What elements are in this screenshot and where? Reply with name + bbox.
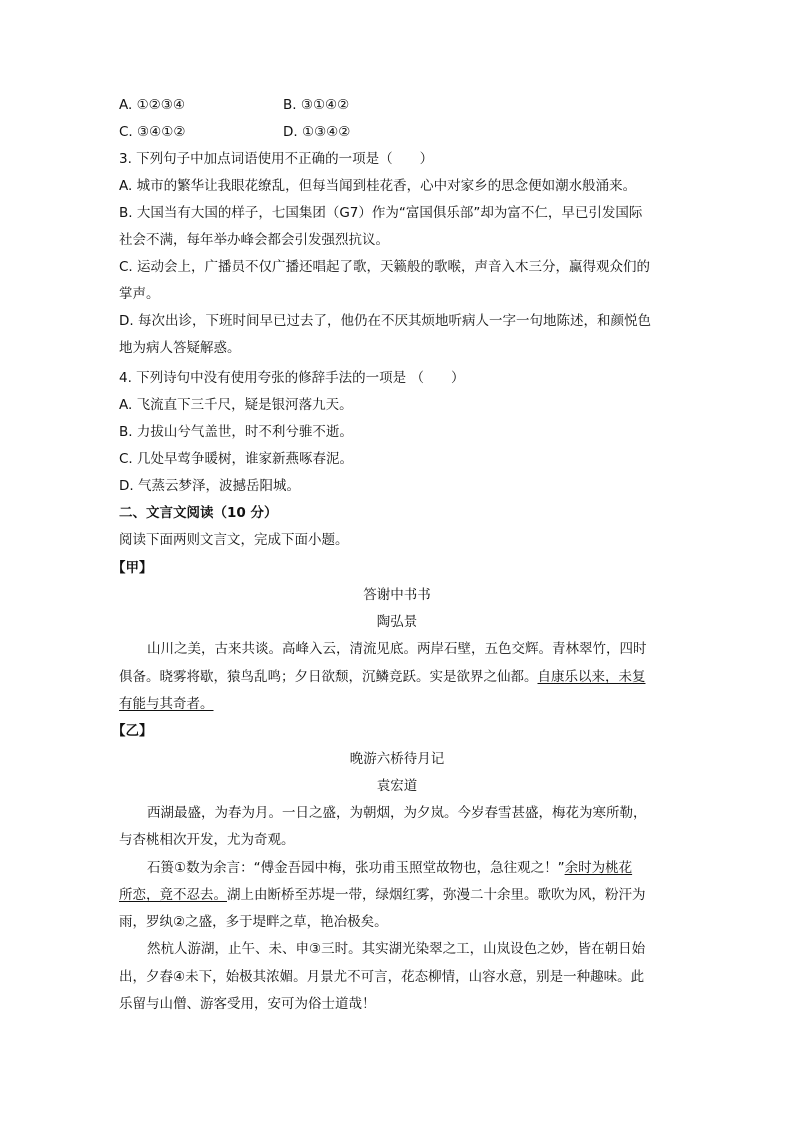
passage-yi-line2: 与杏桃相次开发，尤为奇观。 xyxy=(119,832,295,848)
passage-jia-line2 xyxy=(119,668,646,686)
q2-option-c: C. ③④①② xyxy=(119,124,186,140)
passage-yi-line7: 出，夕舂④未下，始极其浓媚。月景尤不可言，花态柳情，山容水意，别是一种趣味。此 xyxy=(119,969,645,985)
passage-jia-line3 xyxy=(119,695,214,713)
q3-option-c-line2: 掌声。 xyxy=(119,286,160,302)
q3-option-a: A. 城市的繁华让我眼花缭乱，但每当闻到桂花香，心中对家乡的思念便如潮水般涌来。 xyxy=(119,178,637,194)
passage-yi-line8: 乐留与山僧、游客受用，安可为俗士道哉！ xyxy=(119,996,376,1012)
q2-option-d: D. ①③④② xyxy=(283,124,351,140)
q3-option-c-line1: C. 运动会上，广播员不仅广播还唱起了歌，天籁般的歌喉，声音入木三分，赢得观众们的 xyxy=(119,259,651,275)
passage-yi-line5: 雨，罗纨②之盛，多于堤畔之草，艳冶极矣。 xyxy=(119,914,388,930)
q3-option-d-line1: D. 每次出诊，下班时间早已过去了，他仍在不厌其烦地听病人一字一句地陈述，和颜悦色 xyxy=(119,313,651,329)
passage-yi-line4-text: 湖上由断桥至苏堤一带，绿烟红雾，弥漫二十余里。歌吹为风，粉汗为 xyxy=(227,887,646,903)
passage-yi-title: 晚游六桥待月记 xyxy=(349,751,445,767)
passage-yi-tag: 【乙】 xyxy=(112,723,153,739)
q2-option-a: A. ①②③④ xyxy=(119,97,185,113)
passage-yi-underlined-2: 所恋，竟不忍去。 xyxy=(119,887,227,903)
passage-yi-line6: 然杭人游湖，止午、未、申③三时。其实湖光染翠之工，山岚设色之妙，皆在朝日始 xyxy=(147,941,646,957)
q4-option-a: A. 飞流直下三千尺，疑是银河落九天。 xyxy=(119,397,353,413)
passage-yi-line1: 西湖最盛，为春为月。一日之盛，为朝烟，为夕岚。今岁春雪甚盛，梅花为寒所勒， xyxy=(147,805,647,821)
passage-yi-line4 xyxy=(119,886,646,904)
q4-option-c: C. 几处早莺争暖树，谁家新燕啄春泥。 xyxy=(119,451,354,467)
passage-jia-author: 陶弘景 xyxy=(376,614,418,630)
passage-jia-line1: 山川之美，古来共谈。高峰入云，清流见底。两岸石壁，五色交辉。青林翠竹，四时 xyxy=(147,641,647,657)
passage-yi-line3 xyxy=(147,859,632,877)
q3-stem: 3. 下列句子中加点词语使用不正确的一项是（ ） xyxy=(119,151,434,167)
passage-jia-tag: 【甲】 xyxy=(112,560,153,576)
passage-jia-underlined-2: 有能与其奇者。 xyxy=(119,696,214,712)
q3-option-d-line2: 地为病人答疑解惑。 xyxy=(119,340,241,356)
q4-option-d: D. 气蒸云梦泽，波撼岳阳城。 xyxy=(119,478,300,494)
section-instruction: 阅读下面两则文言文，完成下面小题。 xyxy=(119,532,349,548)
q3-option-b-line2: 社会不满，每年举办峰会都会引发强烈抗议。 xyxy=(119,232,389,248)
passage-yi-underlined-1: 余时为桃花 xyxy=(564,860,633,876)
q3-option-b-line1: B. 大国当有大国的样子，七国集团（G7）作为“富国俱乐部”却为富不仁，早已引发国际 xyxy=(119,205,643,221)
passage-jia-title: 答谢中书书 xyxy=(363,587,431,603)
q4-option-b: B. 力拔山兮气盖世，时不利兮骓不逝。 xyxy=(119,424,353,440)
passage-jia-underlined-1: 自康乐以来，未复 xyxy=(537,669,646,685)
section-heading: 二、文言文阅读（10 分） xyxy=(119,505,278,521)
q2-option-b: B. ③①④② xyxy=(283,97,350,113)
passage-jia-line2-text: 俱备。晓雾将歇，猿鸟乱鸣；夕日欲颓，沉鳞竞跃。实是欲界之仙都。 xyxy=(119,669,538,685)
q4-stem: 4. 下列诗句中没有使用夸张的修辞手法的一项是 （ ） xyxy=(119,370,465,386)
passage-yi-author: 袁宏道 xyxy=(376,778,418,794)
passage-yi-line3-text: 石篑①数为余言：“傅金吾园中梅，张功甫玉照堂故物也，急往观之！” xyxy=(147,860,565,876)
